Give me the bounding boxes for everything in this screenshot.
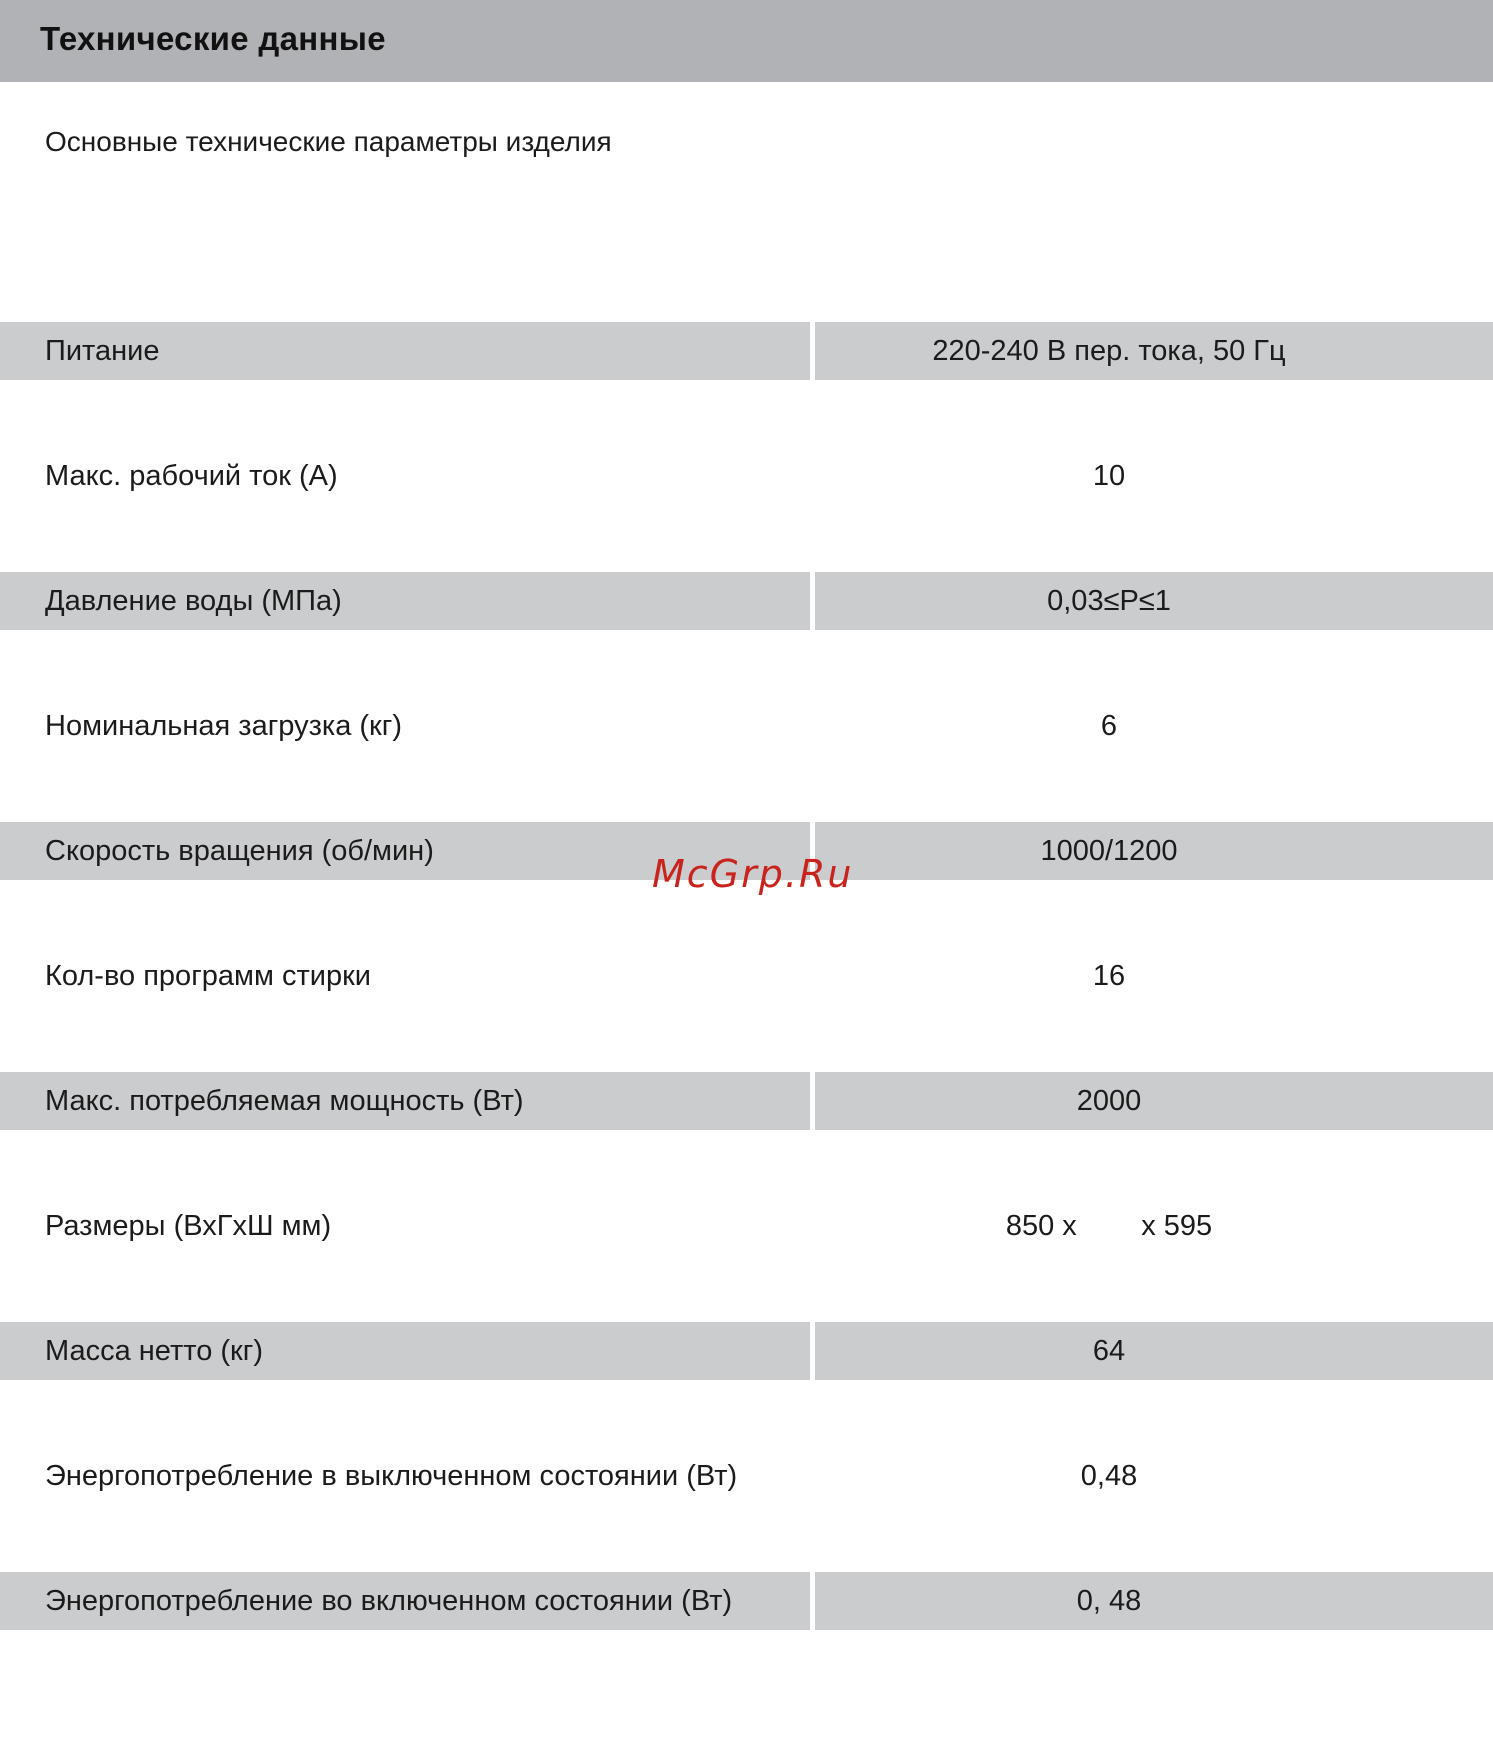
spec-label: Кол-во программ стирки — [45, 960, 371, 992]
spec-label: Номинальная загрузка (кг) — [45, 710, 402, 742]
spec-value: 0,48 — [1080, 1460, 1138, 1492]
section-subtitle: Основные технические параметры изделия — [45, 126, 612, 157]
spec-value: 1000/1200 — [815, 822, 1493, 880]
spec-row — [0, 1197, 1493, 1322]
spec-row — [0, 1572, 1493, 1697]
spec-value: 6 — [1100, 710, 1118, 742]
section-title: Технические данные — [40, 20, 386, 57]
spec-label: Давление воды (МПа) — [0, 572, 810, 630]
spec-label: Масса нетто (кг) — [0, 1322, 810, 1380]
spec-row — [0, 947, 1493, 1072]
spec-label: Размеры (ВхГхШ мм) — [45, 1210, 332, 1242]
spec-row — [0, 1322, 1493, 1447]
spec-value: 220-240 В пер. тока, 50 Гц — [815, 322, 1493, 380]
spec-row — [0, 1072, 1493, 1197]
spec-row — [0, 322, 1493, 447]
spec-value: 64 — [815, 1322, 1493, 1380]
section-header-bar — [0, 0, 1493, 82]
spec-row — [0, 697, 1493, 822]
spec-label: Макс. рабочий ток (А) — [45, 460, 338, 492]
spec-table — [0, 322, 1493, 1697]
spec-row — [0, 447, 1493, 572]
spec-label: Энергопотребление в выключенном состоянии (Вт) — [45, 1460, 738, 1492]
spec-label: Питание — [0, 322, 810, 380]
spec-value: 850 x x 595 — [1005, 1210, 1213, 1242]
spec-label: Макс. потребляемая мощность (Вт) — [0, 1072, 810, 1130]
spec-value: 0, 48 — [815, 1572, 1493, 1630]
spec-value: 10 — [1092, 460, 1126, 492]
spec-row — [0, 572, 1493, 697]
spec-row — [0, 1447, 1493, 1572]
spec-label: Скорость вращения (об/мин) — [0, 822, 810, 880]
spec-label: Энергопотребление во включенном состоянии (Вт) — [0, 1572, 810, 1630]
spec-value: 16 — [1092, 960, 1126, 992]
spec-value: 2000 — [815, 1072, 1493, 1130]
spec-value: 0,03≤P≤1 — [815, 572, 1493, 630]
watermark: McGrp.Ru — [652, 852, 854, 896]
